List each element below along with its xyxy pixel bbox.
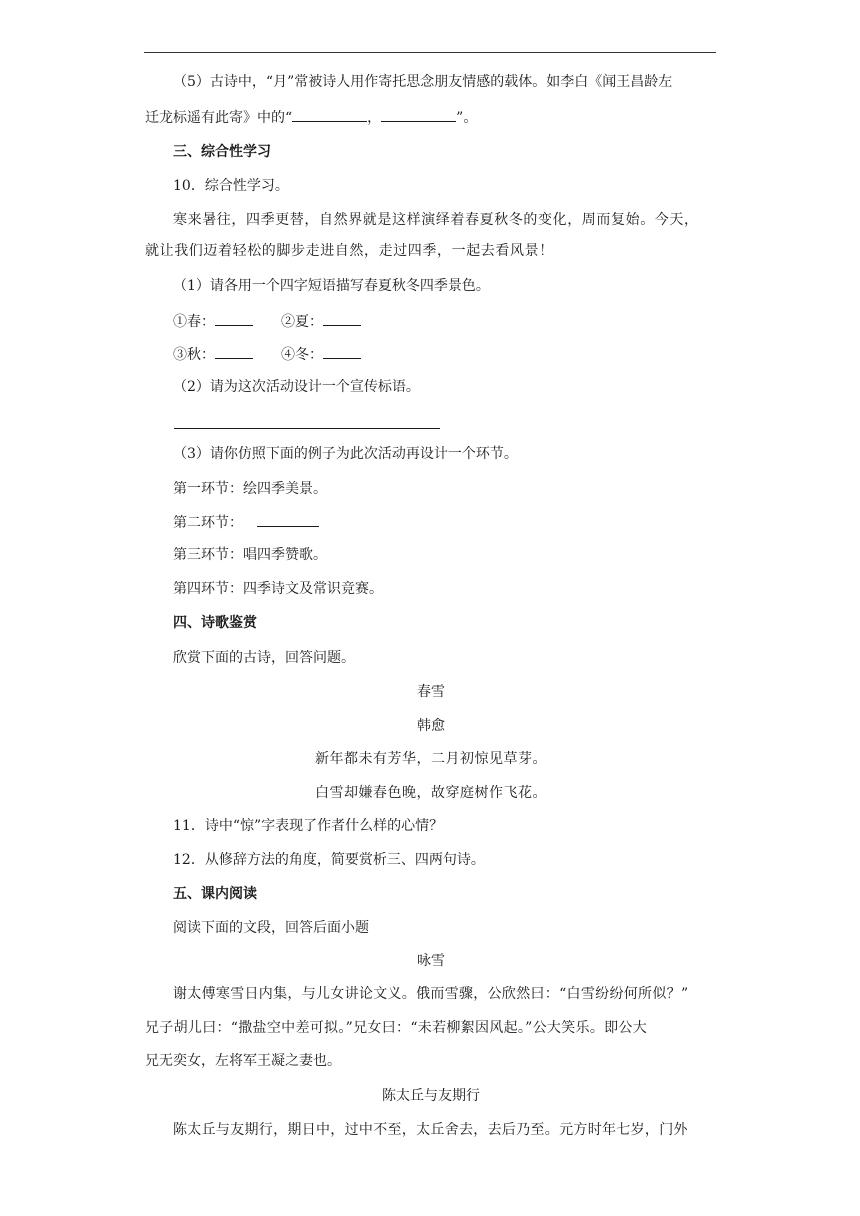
answer-blank[interactable] (381, 107, 456, 122)
question-12: 12．从修辞方法的角度，简要赏析三、四两句诗。 (173, 852, 485, 868)
poem-line: 白雪却嫌春色晚，故穿庭树作飞花。 (315, 785, 547, 801)
step-2-blank[interactable] (257, 512, 319, 527)
step-2: 第二环节： (173, 512, 745, 533)
poem-author: 韩愈 (417, 718, 445, 734)
spring-blank[interactable] (215, 311, 253, 326)
passage-line: 谢太傅寒雪日内集，与儿女讲论文义。俄而雪骤，公欣然曰：“白雪纷纷何所似？” (173, 986, 689, 1002)
instruction: 欣赏下面的古诗，回答问题。 (173, 650, 355, 666)
poem-line: 新年都未有芳华，二月初惊见草芽。 (315, 751, 547, 767)
step-3: 第三环节：唱四季赞歌。 (173, 547, 327, 563)
question-11: 11．诗中“惊”字表现了作者什么样的心情？ (173, 818, 444, 834)
passage-title: 咏雪 (417, 953, 445, 969)
sub-question-1: （1）请各用一个四字短语描写春夏秋冬四季景色。 (173, 278, 490, 294)
season-row-1: ①春： ②夏： (173, 311, 745, 332)
autumn-blank[interactable] (215, 344, 253, 359)
winter-blank[interactable] (323, 344, 361, 359)
passage-line: 兄无奕女，左将军王凝之妻也。 (145, 1053, 341, 1069)
section-heading: 四、诗歌鉴赏 (173, 615, 257, 631)
section-heading: 三、综合性学习 (173, 144, 271, 160)
summer-blank[interactable] (323, 311, 361, 326)
season-row-2: ③秋： ④冬： (173, 344, 745, 365)
poem-title: 春雪 (417, 684, 445, 700)
q5-line1: （5）古诗中，“月”常被诗人用作寄托思念朋友情感的载体。如李白《闻王昌龄左 (173, 74, 673, 90)
passage-line: 陈太丘与友期行，期日中，过中不至，太丘舍去，去后乃至。元方时年七岁，门外 (173, 1122, 688, 1138)
slogan-answer-line[interactable] (174, 428, 440, 429)
section-heading: 五、课内阅读 (173, 886, 257, 902)
question-10: 10．综合性学习。 (173, 178, 289, 194)
sub-question-3: （3）请你仿照下面的例子为此次活动再设计一个环节。 (173, 446, 518, 462)
passage-line: 兄子胡儿曰：“撒盐空中差可拟。”兄女曰：“未若柳絮因风起。”公大笑乐。即公大 (145, 1020, 648, 1036)
intro-line2: 就让我们迈着轻松的脚步走进自然，走过四季，一起去看风景！ (145, 243, 554, 259)
sub-question-2: （2）请为这次活动设计一个宣传标语。 (173, 379, 420, 395)
answer-blank[interactable] (292, 107, 367, 122)
step-1: 第一环节：绘四季美景。 (173, 481, 327, 497)
passage-title: 陈太丘与友期行 (382, 1088, 480, 1104)
q5-line2: 迁龙标遥有此寄》中的“ ， ”。 (145, 107, 717, 128)
instruction: 阅读下面的文段，回答后面小题 (173, 920, 369, 936)
top-rule (144, 52, 716, 53)
intro-line1: 寒来暑往，四季更替，自然界就是这样演绎着春夏秋冬的变化，周而复始。今天， (173, 212, 699, 228)
step-4: 第四环节：四季诗文及常识竞赛。 (173, 581, 383, 597)
